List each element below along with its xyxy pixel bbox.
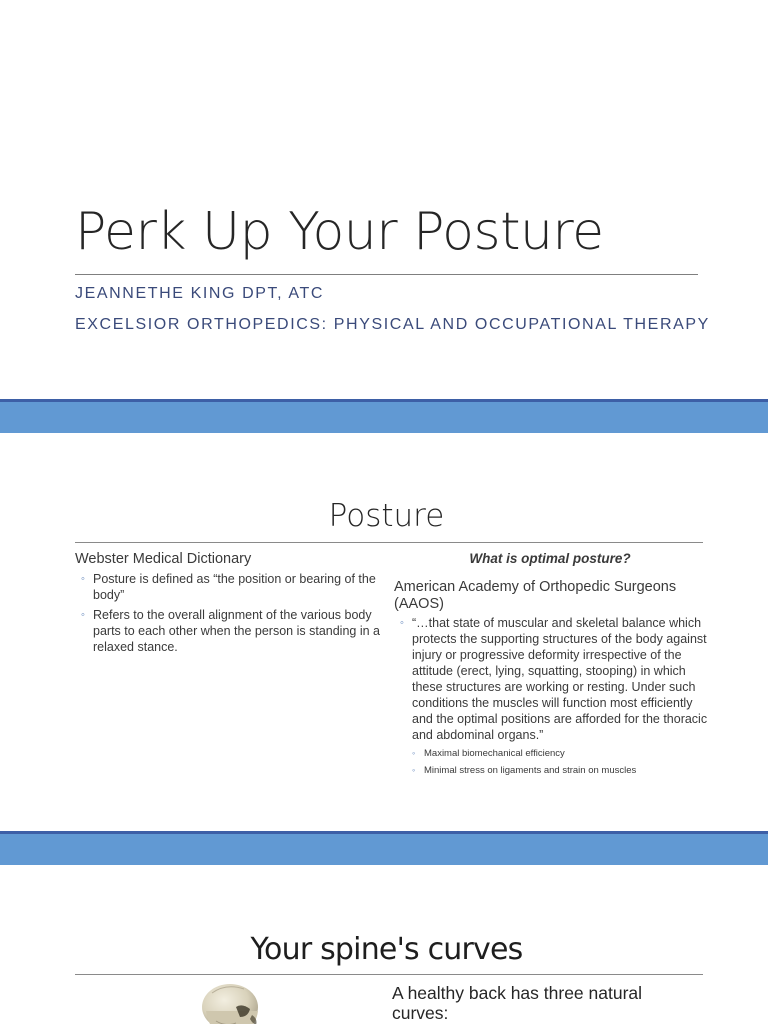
optimal-posture-question: What is optimal posture? (469, 551, 631, 566)
slide1-title-divider (75, 274, 698, 275)
sub-bullet-list (394, 747, 712, 777)
slide1-author: JEANNETHE KING DPT, ATC (75, 285, 324, 302)
slide-separator (0, 399, 768, 433)
left-heading: Webster Medical Dictionary (75, 551, 252, 567)
skull-illustration (196, 981, 266, 1024)
slide2-title-divider (75, 542, 703, 543)
right-heading: American Academy of Orthopedic Surgeons (AAOS) (394, 579, 677, 612)
slide3-body-text: A healthy back has three natural curves: (392, 983, 643, 1023)
left-bullet-list (75, 571, 380, 655)
list-item: ◦ Minimal stress on ligaments and strain on muscles (394, 764, 712, 777)
slide1-organization: EXCELSIOR ORTHOPEDICS: PHYSICAL AND OCCUPATIONAL THERAPY (75, 316, 710, 333)
aaos-quote: “…that state of muscular and skeletal balance which protects the supporting structures of the body against injury or progressive deformity irrespective of the attitude (erect, lying, squatting, stooping) in which these structures are working or resting. Under such conditions the muscles will function most efficiently and the optimal positions are afforded for the thoracic and abdominal organs.” (412, 616, 708, 742)
slide1-title: Perk Up Your Posture (75, 202, 604, 262)
list-item: ◦ Maximal biomechanical efficiency (394, 747, 712, 760)
slide3-title-divider (75, 974, 703, 975)
left-column (75, 550, 380, 659)
list-item: ◦ Refers to the overall alignment of the various body parts to each other when the person is standing in a relaxed stance. (75, 607, 380, 655)
skull-icon (196, 981, 266, 1024)
right-column (394, 550, 712, 781)
list-item: ◦ Posture is defined as “the position or bearing of the body” (75, 571, 380, 603)
right-bullet-list (394, 615, 712, 777)
slide3-title: Your spine's curves (250, 932, 523, 967)
slide-separator (0, 831, 768, 865)
list-item (394, 615, 712, 777)
slide2-title: Posture (328, 498, 445, 534)
